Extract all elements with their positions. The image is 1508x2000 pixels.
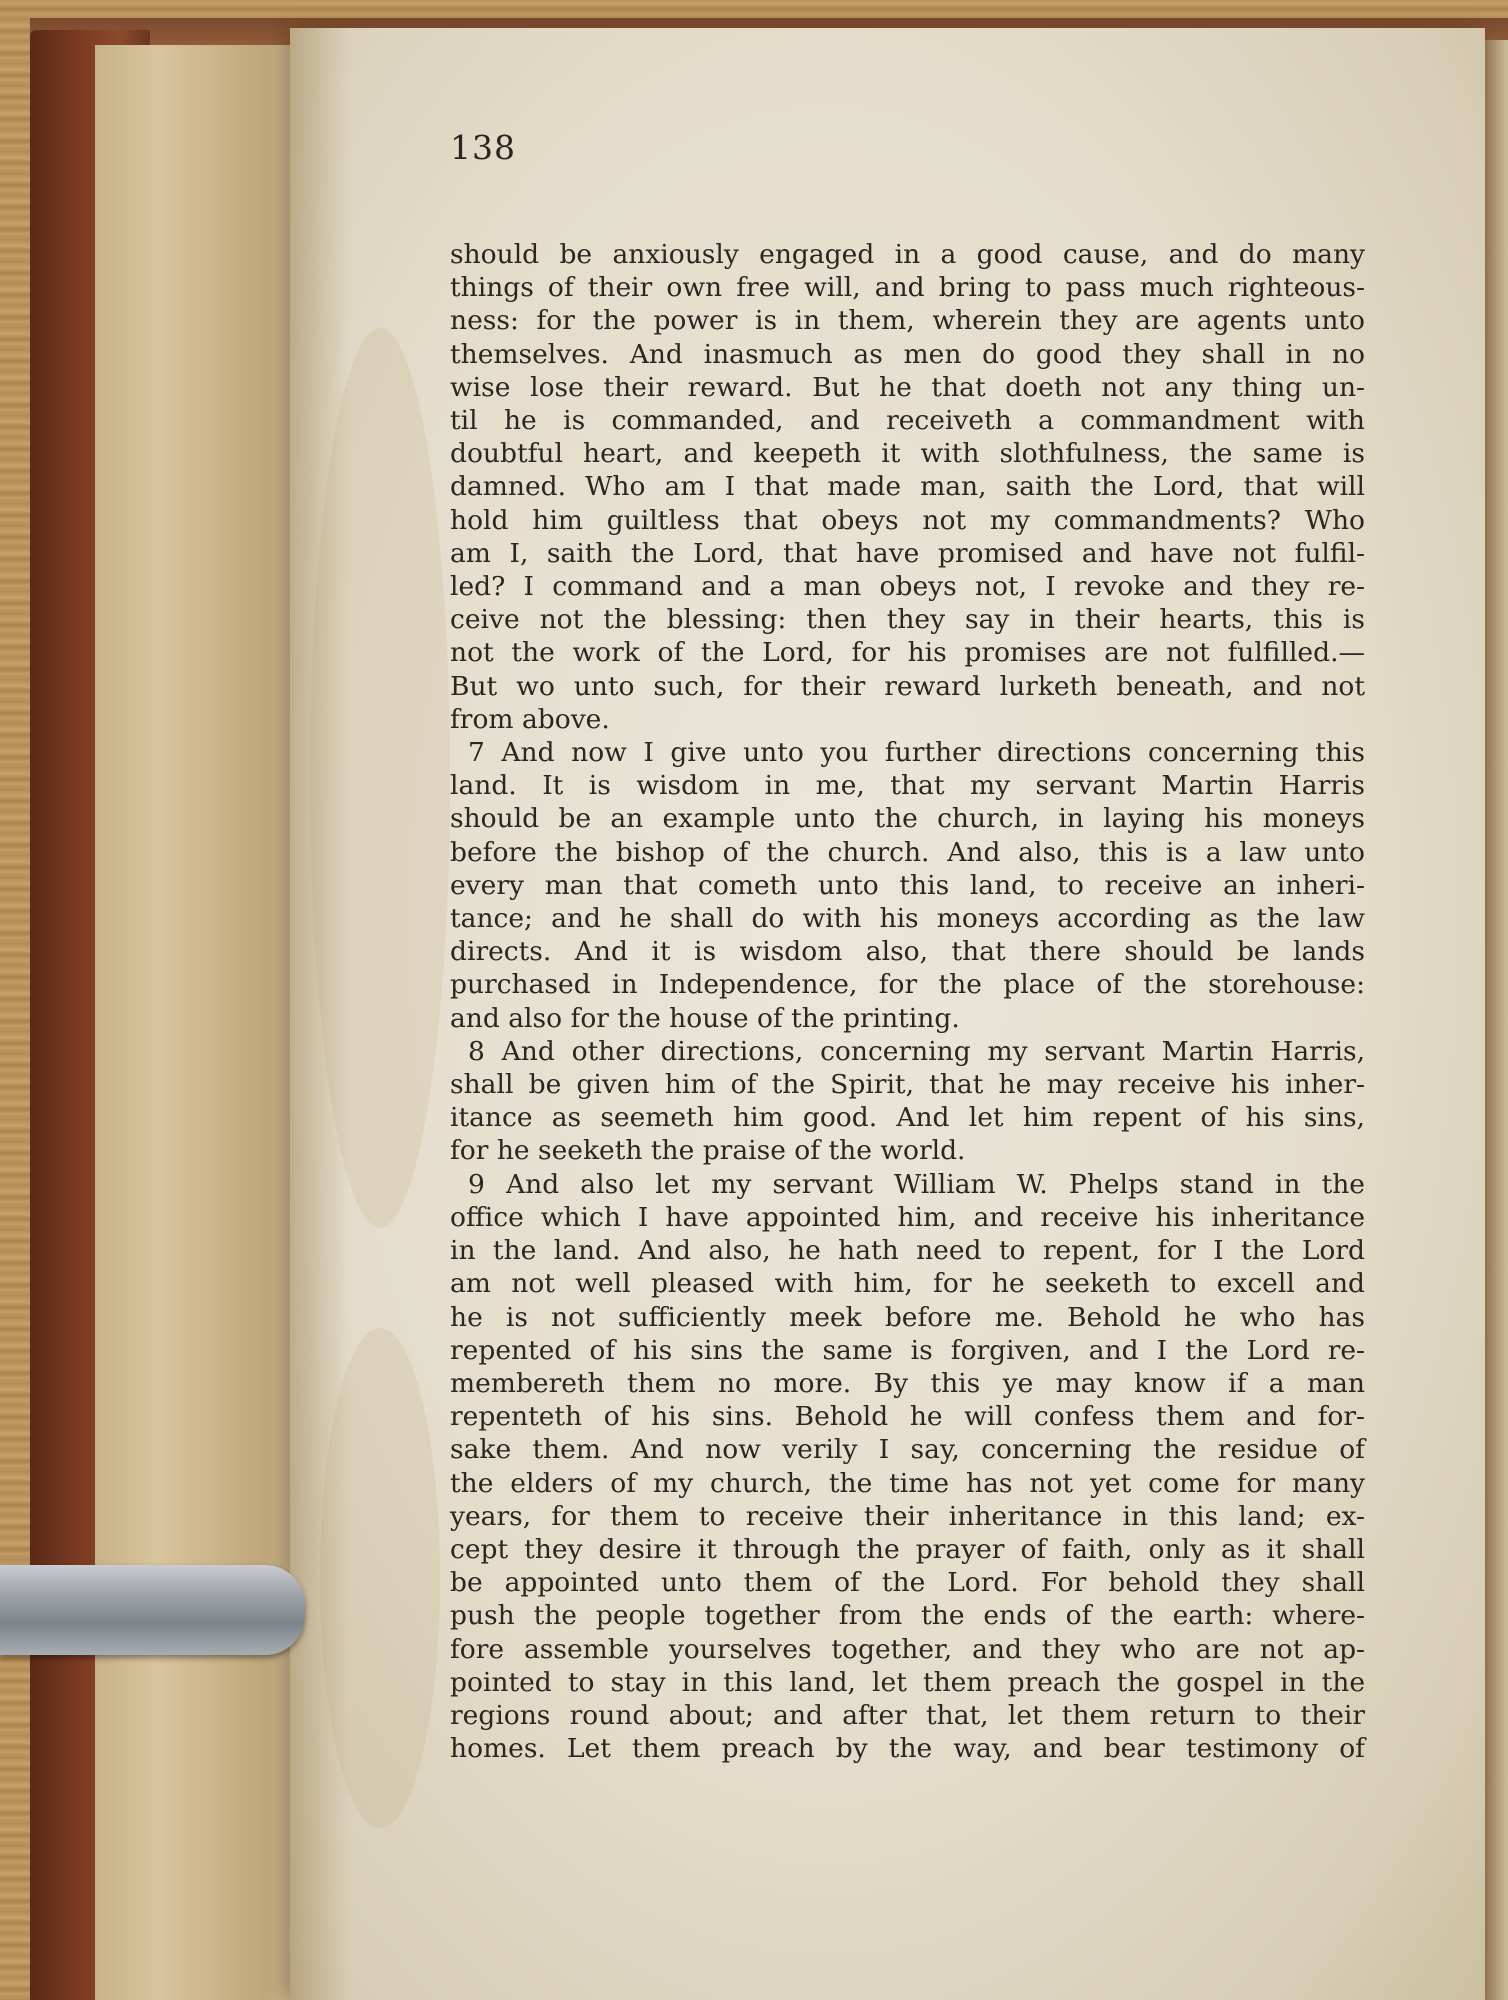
text-line: am I, saith the Lord, that have promised and have not fulfil- xyxy=(450,537,1365,569)
book-page xyxy=(290,28,1485,2000)
text-line: should be an example unto the church, in laying his moneys xyxy=(450,803,1365,835)
text-line: things of their own free will, and bring to pass much righteous- xyxy=(450,272,1365,304)
text-line: for he seeketh the praise of the world. xyxy=(450,1135,966,1167)
page-number: 138 xyxy=(450,128,516,167)
text-line: 8 And other directions, concerning my servant Martin Harris, xyxy=(468,1035,1365,1067)
text-line: ness: for the power is in them, wherein they are agents unto xyxy=(450,305,1365,337)
text-line: in the land. And also, he hath need to repent, for I the Lord xyxy=(450,1235,1365,1267)
text-line: directs. And it is wisdom also, that there should be lands xyxy=(450,936,1365,968)
page-stain xyxy=(320,1328,440,1828)
text-line: pointed to stay in this land, let them preach the gospel in the xyxy=(450,1666,1365,1698)
text-line: push the people together from the ends of the earth: where- xyxy=(450,1600,1365,1632)
text-line: wise lose their reward. But he that doeth not any thing un- xyxy=(450,371,1365,403)
text-line: homes. Let them preach by the way, and bear testimony of xyxy=(450,1733,1365,1765)
page-edges xyxy=(95,45,305,2000)
text-line: itance as seemeth him good. And let him repent of his sins, xyxy=(450,1102,1365,1134)
text-line: hold him guiltless that obeys not my commandments? Who xyxy=(450,504,1365,536)
text-line: themselves. And inasmuch as men do good they shall in no xyxy=(450,338,1365,370)
text-line: 7 And now I give unto you further directions concerning this xyxy=(468,737,1365,769)
text-line: membereth them no more. By this ye may know if a man xyxy=(450,1367,1365,1399)
text-line: repented of his sins the same is forgiven, and I the Lord re- xyxy=(450,1334,1365,1366)
text-line: the elders of my church, the time has not yet come for many xyxy=(450,1467,1365,1499)
text-line: before the bishop of the church. And also, this is a law unto xyxy=(450,836,1365,868)
text-line: tance; and he shall do with his moneys according as the law xyxy=(450,903,1365,935)
text-line: damned. Who am I that made man, saith the Lord, that will xyxy=(450,471,1365,503)
text-line: cept they desire it through the prayer of faith, only as it shall xyxy=(450,1533,1365,1565)
page-text xyxy=(450,238,1365,1765)
text-line: ceive not the blessing: then they say in their hearts, this is xyxy=(450,604,1365,636)
text-line: from above. xyxy=(450,703,610,735)
text-line: every man that cometh unto this land, to receive an inheri- xyxy=(450,869,1365,901)
text-line: regions round about; and after that, let them return to their xyxy=(450,1699,1365,1731)
text-line: am not well pleased with him, for he seeketh to excell and xyxy=(450,1268,1365,1300)
text-line: repenteth of his sins. Behold he will confess them and for- xyxy=(450,1401,1365,1433)
text-line: til he is commanded, and receiveth a commandment with xyxy=(450,405,1365,437)
text-line: sake them. And now verily I say, concerning the residue of xyxy=(450,1434,1365,1466)
text-line: not the work of the Lord, for his promises are not fulfilled.— xyxy=(450,637,1365,669)
text-line: led? I command and a man obeys not, I revoke and they re- xyxy=(450,571,1365,603)
text-line: doubtful heart, and keepeth it with slothfulness, the same is xyxy=(450,438,1365,470)
page-stain xyxy=(310,328,450,1228)
text-line: be appointed unto them of the Lord. For behold they shall xyxy=(450,1567,1365,1599)
text-line: fore assemble yourselves together, and they who are not ap- xyxy=(450,1633,1365,1665)
text-line: office which I have appointed him, and receive his inheritance xyxy=(450,1201,1365,1233)
text-line: But wo unto such, for their reward lurketh beneath, and not xyxy=(450,670,1365,702)
text-line: purchased in Independence, for the place of the storehouse: xyxy=(450,969,1365,1001)
text-line: 9 And also let my servant William W. Phelps stand in the xyxy=(468,1168,1365,1200)
text-line: and also for the house of the printing. xyxy=(450,1002,960,1034)
text-line: shall be given him of the Spirit, that he may receive his inher- xyxy=(450,1069,1365,1101)
text-line: he is not sufficiently meek before me. Behold he who has xyxy=(450,1301,1365,1333)
text-line: land. It is wisdom in me, that my servant Martin Harris xyxy=(450,770,1365,802)
text-line: years, for them to receive their inheritance in this land; ex- xyxy=(450,1500,1365,1532)
text-line: should be anxiously engaged in a good cause, and do many xyxy=(450,239,1365,270)
metal-bookmark xyxy=(0,1565,305,1655)
